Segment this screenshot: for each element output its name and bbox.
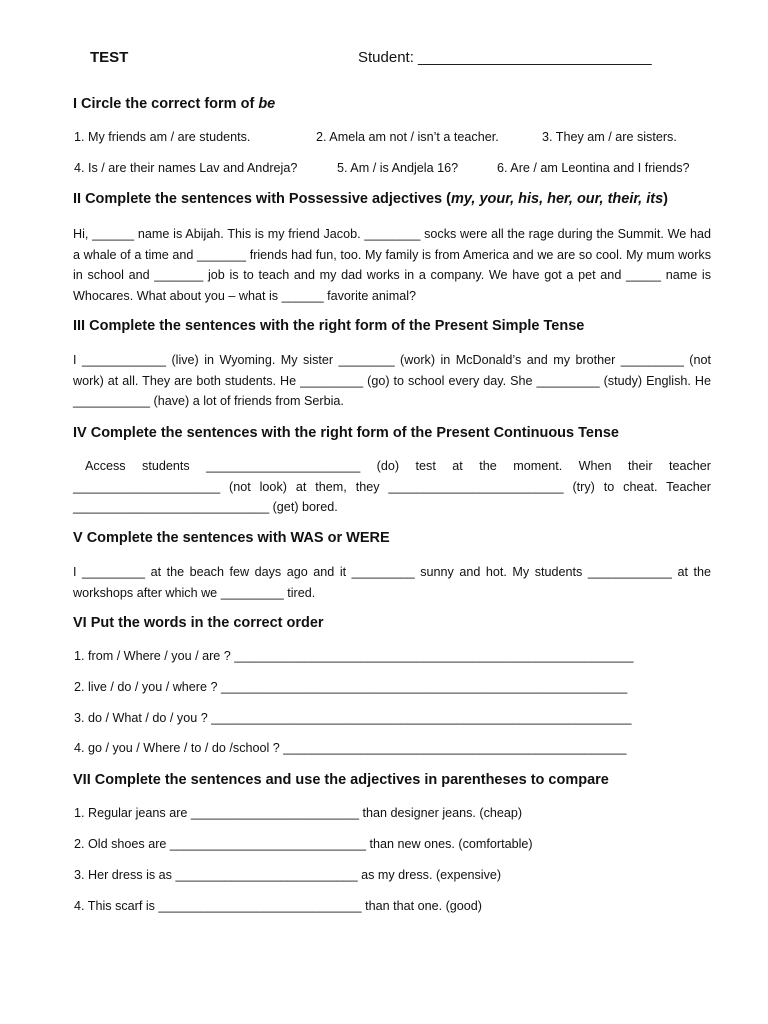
section-2-title-text: II Complete the sentences with Possessive adjectives ( — [73, 191, 451, 207]
section-1-item-6: 6. Are / am Leontina and I friends? — [497, 161, 690, 175]
section-3-paragraph: I ____________ (live) in Wyoming. My sister ________ (work) in McDonald’s and my brother _________ (not work) at all. They are both students. He _________ (go) to school every day. She _________ (study) English. He ___________ (have) a lot of friends from Serbia. — [73, 353, 711, 408]
section-1-item-2: 2. Amela am not / isn’t a teacher. — [316, 130, 499, 144]
section-1-title-emphasis: be — [258, 96, 276, 112]
section-6-item-1: 1. from / Where / you / are ? _________________________________________________________ — [74, 649, 634, 663]
section-6-item-4: 4. go / you / Where / to / do /school ? _________________________________________________ — [74, 741, 627, 755]
section-1-title-text: I Circle the correct form of — [73, 96, 259, 112]
section-2-title-emphasis: my, your, his, her, our, their, its — [450, 191, 664, 207]
section-7-item-4: 4. This scarf is _____________________________ than that one. (good) — [74, 899, 482, 913]
section-1-item-3: 3. They am / are sisters. — [542, 130, 677, 144]
section-4-title: IV Complete the sentences with the right form of the Present Continuous Tense — [73, 425, 619, 441]
section-6-item-3: 3. do / What / do / you ? ____________________________________________________________ — [74, 711, 632, 725]
section-6-item-2: 2. live / do / you / where ? __________________________________________________________ — [74, 680, 628, 694]
section-1-item-4: 4. Is / are their names Lav and Andreja? — [74, 161, 298, 175]
section-1-item-5: 5. Am / is Andjela 16? — [337, 161, 459, 175]
section-2-paragraph: Hi, ______ name is Abijah. This is my friend Jacob. ________ socks were all the rage during the Summit. We had a whale of a time and _______ friends had fun, too. My family is from America and we are so cool. My mum works in school and _______ job is to teach and my dad works in a company. We have got a pet and _____ name is Whocares. What about you – what is ______ favorite animal? — [73, 227, 711, 303]
test-label: TEST — [90, 49, 129, 66]
section-3-title: III Complete the sentences with the right form of the Present Simple Tense — [73, 318, 585, 334]
section-6-title: VI Put the words in the correct order — [73, 615, 324, 631]
section-5-paragraph: I _________ at the beach few days ago and it _________ sunny and hot. My students ____________ at the workshops after which we _________ tired. — [73, 565, 711, 600]
section-2-title-end: ) — [663, 191, 669, 207]
section-7-item-2: 2. Old shoes are ____________________________ than new ones. (comfortable) — [74, 837, 533, 851]
student-name-field: Student: ____________________________ — [358, 49, 652, 66]
section-7-item-3: 3. Her dress is as __________________________ as my dress. (expensive) — [74, 868, 502, 882]
section-1-item-1: 1. My friends am / are students. — [74, 130, 251, 144]
section-5-title: V Complete the sentences with WAS or WERE — [73, 530, 390, 546]
section-4-paragraph: Access students ______________________ (do) test at the moment. When their teacher _____________________ (not look) at them, they _________________________ (try) to cheat. Teacher ____________________________ (get) bored. — [73, 459, 711, 514]
section-7-title: VII Complete the sentences and use the adjectives in parentheses to compare — [73, 772, 609, 788]
section-1-title — [73, 96, 275, 112]
section-7-item-1: 1. Regular jeans are ________________________ than designer jeans. (cheap) — [74, 806, 523, 820]
section-2-title — [73, 191, 668, 207]
